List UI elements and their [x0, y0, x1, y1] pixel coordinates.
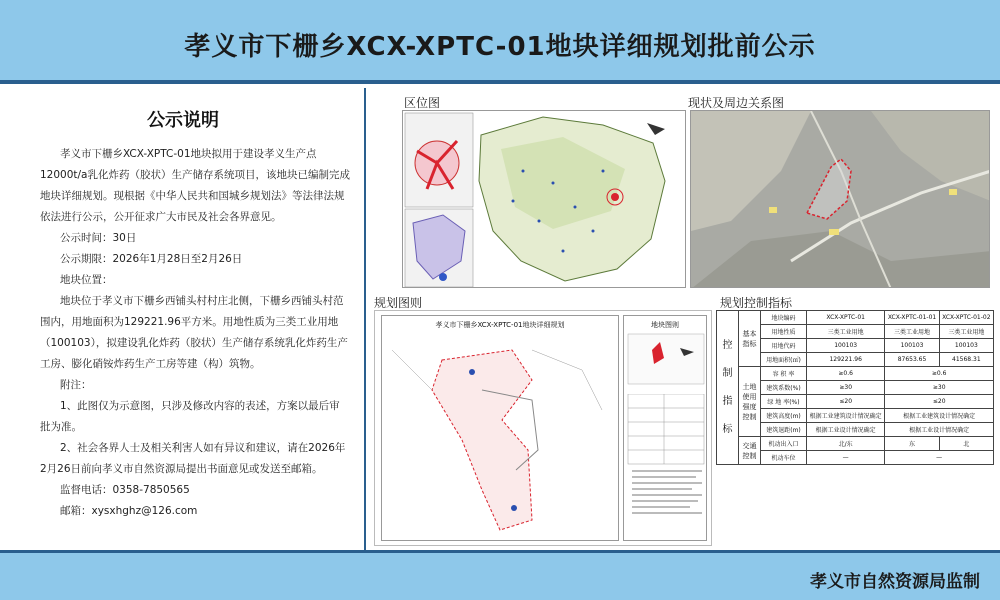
notice-body [40, 144, 350, 522]
plan-inset-map [624, 330, 708, 390]
row-label: 机动出入口 [761, 437, 807, 451]
row-label: 用地性质 [761, 325, 807, 339]
notice-period: 公示期限：2026年1月28日至2月26日 [60, 253, 243, 265]
cell-a: 北/东 [807, 437, 885, 451]
row-label: 地块编码 [761, 311, 807, 325]
plan-legend-table [624, 394, 708, 524]
cell-b: XCX-XPTC-01-01 [885, 311, 939, 325]
control-category: 控 制 指 标 [717, 311, 739, 465]
cell-a: ≤20 [807, 395, 885, 409]
row-label: 绿 地 率(%) [761, 395, 807, 409]
row-label: 建筑退距(m) [761, 423, 807, 437]
page-title: 孝义市下栅乡XCX-XPTC-01地块详细规划批前公示 [184, 32, 816, 62]
notice-time: 公示时间：30日 [60, 232, 137, 244]
footer-bar [0, 550, 1000, 600]
status-map-label: 现状及周边关系图 [688, 96, 785, 110]
cell-bc: — [885, 451, 994, 465]
cell-c: 41568.31 [939, 353, 993, 367]
cell-a: 129221.96 [807, 353, 885, 367]
location-map [402, 110, 686, 288]
status-map-graphic [691, 111, 990, 288]
cell-bc: ≥0.6 [885, 367, 994, 381]
land-category: 土地使用强度控制 [739, 367, 761, 437]
row-label: 建筑系数(%) [761, 381, 807, 395]
cell-bc: 根据工业设计情况确定 [885, 423, 994, 437]
location-text: 地块位于孝义市下栅乡西铺头村村庄北侧，下栅乡西铺头村范围内，用地面积为129221.96平方米。用地性质为三类工业用地（100103），拟建设乳化炸药（胶状）生产储存系统乳化炸药生产工房、膨化硝铵炸药生产工房等建（构）筑物。 [40, 295, 348, 370]
note-1: 1、此图仅为示意图，只涉及修改内容的表述，方案以最后审批为准。 [40, 400, 340, 433]
note-2: 2、社会各界人士及相关利害人如有异议和建议，请在2026年2月26日前向孝义市自然资源局提出书面意见或发送至邮箱。 [40, 442, 346, 475]
cell-b: 三类工业用地 [885, 325, 939, 339]
contact-email: 邮箱：xysxhghz@126.com [60, 505, 198, 517]
footer-credit: 孝义市自然资源局监制 [810, 572, 980, 592]
cell-b: 87653.65 [885, 353, 939, 367]
control-table [716, 310, 994, 465]
cell-c: 100103 [939, 339, 993, 353]
location-map-graphic [403, 111, 686, 288]
plan-map-label: 规划图则 [374, 296, 423, 310]
cell-bc: ≥30 [885, 381, 994, 395]
cell-a: ≥30 [807, 381, 885, 395]
cell-bc: ≤20 [885, 395, 994, 409]
plan-sheet-title: 孝义市下栅乡XCX-XPTC-01地块详细规划 [435, 321, 565, 329]
control-label: 规划控制指标 [720, 296, 793, 310]
location-label: 地块位置： [60, 274, 113, 286]
cell-a: ≥0.6 [807, 367, 885, 381]
plan-legend-panel [623, 315, 707, 541]
row-label: 机动车位 [761, 451, 807, 465]
cell-bc: 根据工业建筑设计情况确定 [885, 409, 994, 423]
status-map [690, 110, 990, 288]
traffic-category: 交通控制 [739, 437, 761, 465]
cell-a: 100103 [807, 339, 885, 353]
cell-a: 根据工业设计情况确定 [807, 423, 885, 437]
plan-sheet [374, 310, 712, 546]
cell-c: 北 [939, 437, 993, 451]
header-bar [0, 0, 1000, 84]
plan-drawing [382, 330, 618, 540]
cell-c: XCX-XPTC-01-02 [939, 311, 993, 325]
row-label: 用地代码 [761, 339, 807, 353]
cell-a: 根据工业建筑设计情况确定 [807, 409, 885, 423]
cell-a: 三类工业用地 [807, 325, 885, 339]
basic-category: 基本指标 [739, 311, 761, 367]
supervision-phone: 监督电话：0358-7850565 [60, 484, 190, 496]
row-label: 容 积 率 [761, 367, 807, 381]
row-label: 建筑高度(m) [761, 409, 807, 423]
notice-title: 公示说明 [147, 110, 219, 131]
location-map-label: 区位图 [404, 96, 441, 110]
notice-intro: 孝义市下栅乡XCX-XPTC-01地块拟用于建设孝义生产点12000t/a乳化炸药（胶状）生产储存系统项目，该地块已编制完成地块详细规划。现根据《中华人民共和国城乡规划法》等法律法规依法进行公示，公开征求广大市民及社会各界意见。 [40, 148, 350, 223]
plan-side-title: 地块图则 [651, 321, 679, 329]
cell-b: 东 [885, 437, 939, 451]
appendix-label: 附注： [60, 379, 92, 391]
notice-panel [0, 88, 366, 550]
cell-a: — [807, 451, 885, 465]
cell-c: 三类工业用地 [939, 325, 993, 339]
row-label: 用地面积(㎡) [761, 353, 807, 367]
cell-a: XCX-XPTC-01 [807, 311, 885, 325]
cell-b: 100103 [885, 339, 939, 353]
plan-sheet-frame [381, 315, 619, 541]
